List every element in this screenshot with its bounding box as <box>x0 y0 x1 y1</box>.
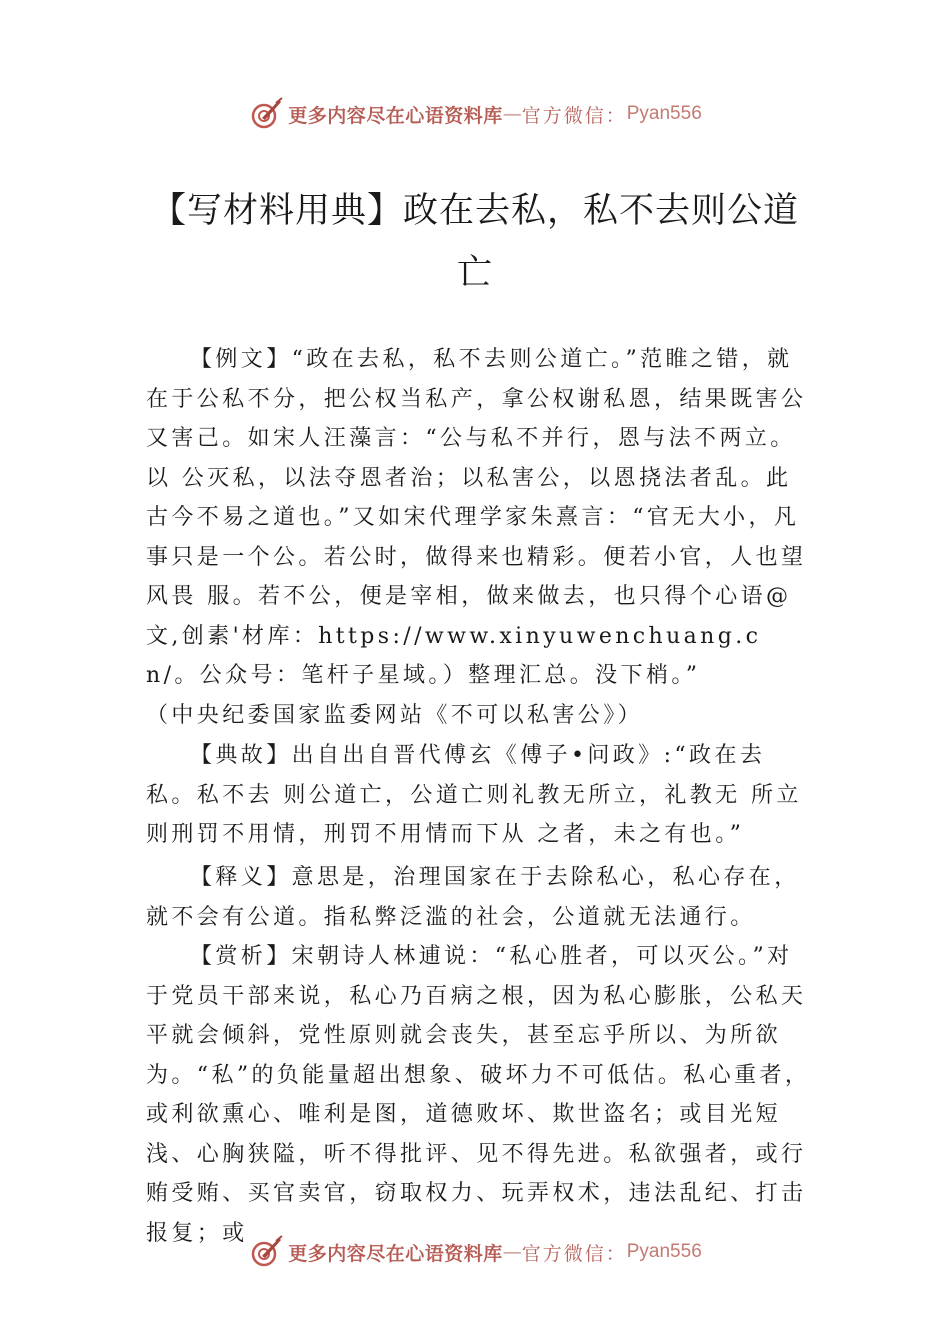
banner-wechat-id: Pyan556 <box>626 1241 702 1262</box>
banner-separator: — <box>502 103 522 125</box>
paragraph-text: 意思是，治理国家在于去除私心，私心存在，就不会有公道。指私弊泛滥的社会，公道就无法通行。 <box>146 865 800 930</box>
paragraph-example <box>146 340 812 735</box>
banner-site-name: 更多内容尽在心语资料库 <box>288 104 503 127</box>
banner-wechat-label: 官方微信： <box>521 104 627 127</box>
paragraph-label: 【释义】 <box>190 865 292 890</box>
paragraph-text: 出自出自晋代傅玄《傅子•问政》:“政在去私。私不去 则公道亡，公道亡则礼教无所立，礼教无 所立则刑罚不用情，刑罚不用情而下从 之者，未之有也。” <box>146 743 802 847</box>
banner-wechat-id: Pyan556 <box>626 103 702 124</box>
paragraph-source: （中央纪委国家监委网站《不可以私害公》） <box>146 702 644 728</box>
header-banner <box>0 94 950 134</box>
banner-separator: — <box>502 1241 522 1263</box>
paragraph-label: 【例文】 <box>190 347 292 372</box>
paragraph-label: 【赏析】 <box>190 944 292 969</box>
paragraph-meaning <box>146 858 812 937</box>
footer-banner <box>0 1232 950 1272</box>
banner-site-name: 更多内容尽在心语资料库 <box>288 1242 503 1265</box>
document-title: 【写材料用典】政在去私，私不去则公道亡 <box>150 191 799 293</box>
paragraph-text: 宋朝诗人林逋说：“私心胜者，可以灭公。”对于党员干部来说，私心乃百病之根，因为私心膨胀，公私天平就会倾斜，党性原则就会丧失，甚至忘乎所以、为所欲为。“私”的负能量超出想象、破坏力不可低估。私心重者，或利欲熏心、唯利是图，道德败坏、欺世盗名；或目光短浅、心胸狭隘，听不得批评、见不得先进。私欲强者，或行贿受贿、买官卖官，窃取权力、玩弄权术，违法乱纪、打击报复；或 <box>146 944 811 1246</box>
banner-wechat-label: 官方微信： <box>521 1242 627 1265</box>
quill-logo-icon <box>248 96 284 132</box>
paragraph-analysis <box>146 937 812 1253</box>
quill-logo-icon <box>248 1234 284 1270</box>
paragraph-label: 【典故】 <box>190 743 292 768</box>
paragraph-allusion <box>146 736 812 855</box>
paragraph-text: “政在去私，私不去则公道亡。”范睢之错，就在于公私不分，把公权当私产，拿公权谢私恩，结果既害公 又害己。如宋人汪藻言：“公与私不并行，恩与法不两立。以 公灭私，以法夺恩者治；以私害公，以恩挠法者乱。此古今不易之道也。”又如宋代理学家朱熹言：“官无大小，凡事只是一个公。若公时，做得来也精彩。便若小官，人也望风畏 服。若不公，便是宰相，做来做去，也只得个心语@文,创素'材库：https://www.xinyuwenchuang.cn/。公众号：笔杆子星域。）整理汇总。没下梢。” <box>146 347 807 688</box>
